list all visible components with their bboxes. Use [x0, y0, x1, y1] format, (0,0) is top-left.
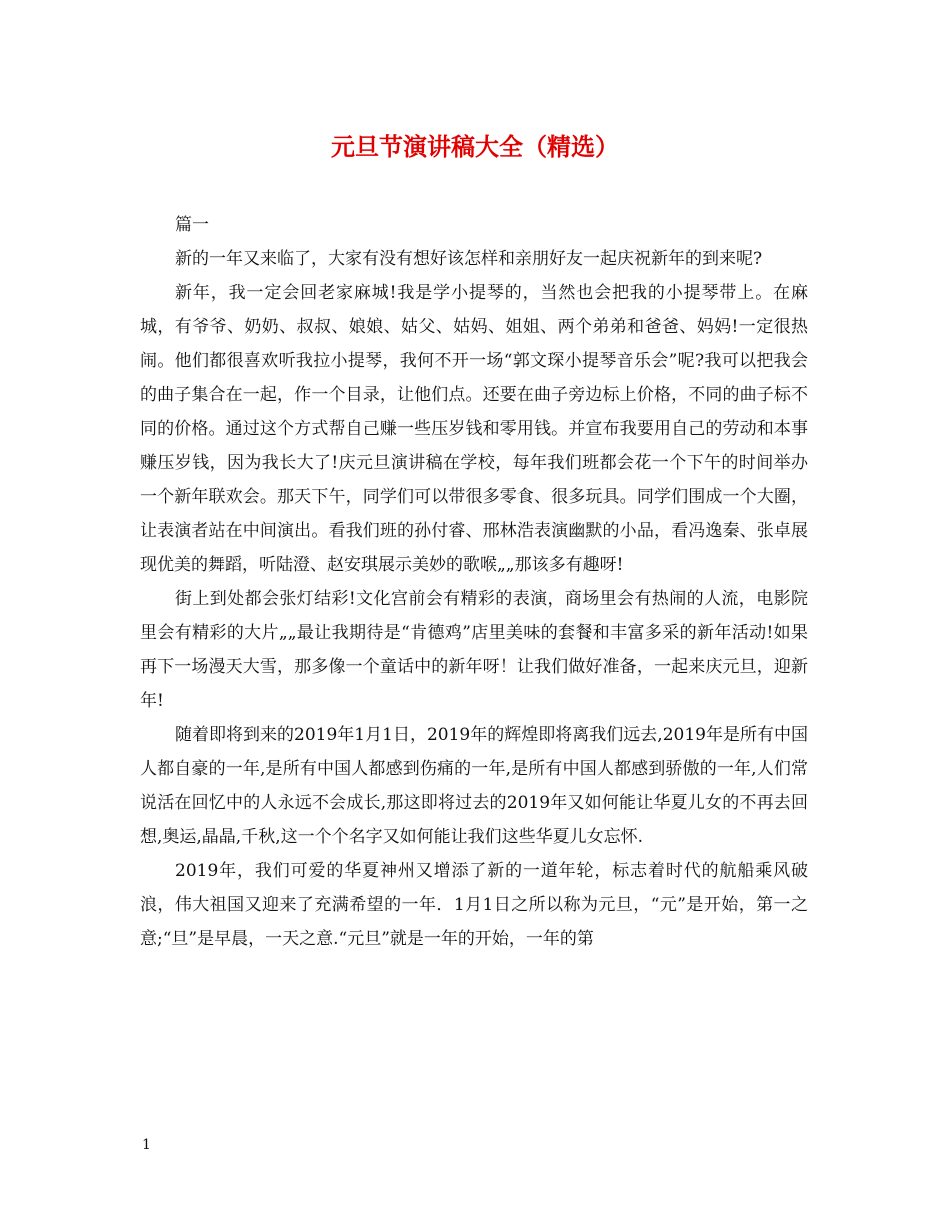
paragraph: 新的一年又来临了，大家有没有想好该怎样和亲朋好友一起庆祝新年的到来呢? — [175, 249, 763, 269]
page-number: 1 — [142, 1137, 151, 1153]
paragraph: 2019年，我们可爱的华夏神州又增添了新的一道年轮，标志着时代的航船乘风破浪，伟大祖国又迎来了充满希望的一年．1月1日之所以称为元旦，“元”是开始，第一之意;“旦”是早晨，一天之意.“元旦”就是一年的开始，一年的第 — [140, 861, 808, 949]
document-body — [140, 208, 808, 956]
document-title: 元旦节演讲稿大全（精选） — [331, 132, 619, 161]
section-heading: 篇一 — [175, 215, 209, 235]
paragraph: 街上到处都会张灯结彩!文化宫前会有精彩的表演，商场里会有热闹的人流，电影院里会有精彩的大片„„最让我期待是“肯德鸡”店里美味的套餐和丰富多采的新年活动!如果再下一场漫天大雪，那多像一个童话中的新年呀！让我们做好准备，一起来庆元旦，迎新年! — [140, 589, 808, 711]
paragraph: 新年，我一定会回老家麻城!我是学小提琴的，当然也会把我的小提琴带上。在麻城，有爷爷、奶奶、叔叔、娘娘、姑父、姑妈、姐姐、两个弟弟和爸爸、妈妈!一定很热闹。他们都很喜欢听我拉小提琴，我何不开一场“郭文琛小提琴音乐会”呢?我可以把我会的曲子集合在一起，作一个目录，让他们点。还要在曲子旁边标上价格，不同的曲子标不同的价格。通过这个方式帮自己赚一些压岁钱和零用钱。并宣布我要用自己的劳动和本事赚压岁钱，因为我长大了!庆元旦演讲稿在学校，每年我们班都会花一个下午的时间举办一个新年联欢会。那天下午，同学们可以带很多零食、很多玩具。同学们围成一个大圈，让表演者站在中间演出。看我们班的孙付睿、邢林浩表演幽默的小品，看冯逸秦、张卓展现优美的舞蹈，听陆澄、赵安琪展示美妙的歌喉„„那该多有趣呀! — [140, 283, 808, 575]
paragraph: 随着即将到来的2019年1月1日，2019年的辉煌即将离我们远去,2019年是所有中国人都自豪的一年,是所有中国人都感到伤痛的一年,是所有中国人都感到骄傲的一年,人们常说活在回忆中的人永远不会成长,那这即将过去的2019年又如何能让华夏儿女的不再去回想,奥运,晶晶,千秋,这一个个名字又如何能让我们这些华夏儿女忘怀. — [140, 725, 808, 847]
